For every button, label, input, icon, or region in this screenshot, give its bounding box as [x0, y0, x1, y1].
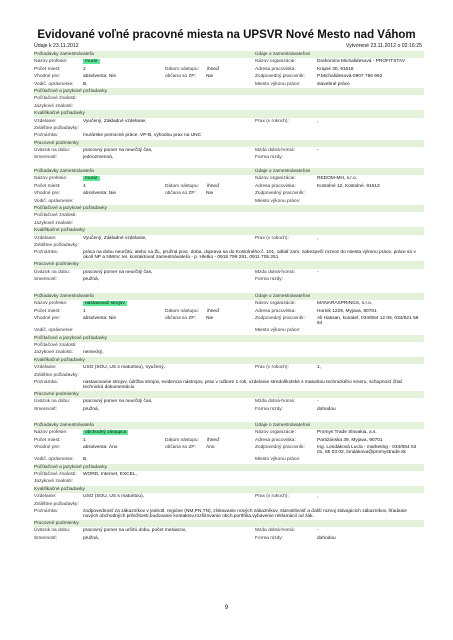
shift-value: pružná,: [83, 277, 99, 283]
section-conditions: [34, 261, 424, 268]
count-value: 1: [83, 308, 86, 314]
eu-label: občana so ZP:: [165, 74, 196, 80]
position-row: [34, 300, 424, 307]
shift-label: Smennosť:: [34, 535, 58, 541]
position-label: Názov profesie:: [34, 430, 68, 436]
education-row: [34, 235, 424, 242]
education-label: Vzdelanie:: [34, 118, 57, 124]
section-language-label: Počítačové a jazykové požiadavky: [34, 464, 108, 470]
address-label: Adresa pracoviska:: [255, 66, 296, 72]
language-label: Jazykové znalosti:: [34, 220, 73, 226]
position-name: murár: [85, 176, 98, 182]
eu-value: Nie: [206, 191, 214, 197]
document-title: Evidované voľné pracovné miesta na UPSVR Nové Mesto nad Váhom: [37, 29, 416, 41]
suitable-value: absolventa: Nie: [83, 191, 117, 197]
contract-row: [34, 398, 424, 405]
suitable-row: [34, 73, 424, 80]
suitable-row: [34, 315, 424, 327]
start-label: Dátum nástupu:: [165, 183, 199, 189]
address-label: Adresa pracoviska:: [255, 183, 296, 189]
note-value: murárske pomocné práce, VP-B, výhodou prax na UNC: [83, 133, 202, 139]
computer-label: Počítačové znalosti:: [34, 471, 77, 477]
shift-value: jednozmenná,: [83, 155, 114, 161]
address-value: Kostolné 12, Kostolné, 91613: [317, 183, 380, 189]
language-row: [34, 349, 424, 356]
page-number: 9: [224, 605, 229, 611]
start-value: ihneď: [207, 183, 220, 189]
responsible-label: Zodpovedný pracovník:: [255, 445, 305, 451]
payform-label: Forma mzdy:: [255, 406, 283, 412]
education-row: [34, 493, 424, 500]
count-label: Počet miest:: [34, 308, 61, 314]
special-label: Zvláštne požiadavky:: [34, 501, 79, 507]
responsible-value: Ing. Londáková Lucia - marketing - 034/654 03 01, 65 03 02, londakova@promystrade.sk: [317, 444, 417, 456]
note-label: Poznámka:: [34, 508, 58, 514]
data-date: Údaje k 23.11.2012: [34, 43, 79, 49]
count-label: Počet miest:: [34, 66, 61, 72]
start-label: Dátum nástupu:: [165, 308, 199, 314]
position-label: Názov profesie:: [34, 59, 68, 65]
special-row: [34, 125, 424, 132]
education-row: [34, 364, 424, 371]
eu-label: občana so ZP:: [165, 191, 196, 197]
note-value: práca na dobu neurčitú, alebo na ŽL, pružná prac. doba, doprava sa do Kostolného č. 101, odtiaľ zam. zabezpečí rozvoz do miesta výkonu práce, práce sú v okolí NP a NMnV, tel. kontaktovať zamestnávateľa - p. Hletko - 0918 799 291, 0911 705 251: [83, 249, 416, 261]
contract-row: [34, 269, 424, 276]
note-value: zodpovednosť za zákazníkov v jednotl. regióne (NM,PN,TN), získavanie nových zákazníkov, starostlivosť a ďalší rozvoj stávajúcich zákazníkov, hľadanie nových obchodných príležitostí,budovanie kontaktov,rozširovanie obch.portfólia,vybavenie reklamácií od zák.: [83, 508, 407, 519]
wage-value: -: [317, 399, 319, 405]
count-row: [34, 308, 424, 315]
section-conditions-label: Pracovné podmienky: [34, 391, 79, 397]
shift-row: [34, 276, 424, 283]
section-qualification: [34, 486, 424, 493]
section-language-label: Počítačové a jazykové požiadavky: [34, 205, 108, 211]
section-header: [34, 293, 424, 300]
job-listing: [34, 422, 424, 542]
language-label: Jazykové znalosti:: [34, 479, 73, 485]
practice-value: ,: [317, 235, 319, 241]
section-employer-info: Údaje o zamestnávateľovi: [255, 169, 311, 174]
special-row: [34, 242, 424, 249]
payform-value: dohodou: [317, 535, 336, 541]
organization-name: Promys Trade Slovakia, a.s.: [317, 430, 377, 436]
license-label: Vodič. oprávnenie:: [34, 328, 74, 334]
eu-label: občana so ZP:: [165, 316, 196, 322]
organization-name: REDOM-MH, s.r.o.: [317, 176, 357, 182]
address-value: Partizánska 39, Myjava, 90701: [317, 437, 383, 443]
license-value: B,: [83, 81, 88, 87]
suitable-row: [34, 444, 424, 456]
shift-label: Smennosť:: [34, 155, 58, 161]
education-label: Vzdelanie:: [34, 365, 57, 371]
suitable-label: Vhodné pre:: [34, 316, 61, 322]
contract-value: pracovný pomer na neurčitý čas,: [83, 148, 153, 154]
wage-value: -: [317, 269, 319, 275]
section-qualification-label: Kvalifikačné požiadavky: [34, 228, 85, 234]
license-label: Vodič. oprávnenie:: [34, 457, 74, 463]
suitable-label: Vhodné pre:: [34, 74, 61, 80]
section-language: [34, 335, 424, 342]
organization-name: MANARASPRINGS, s.r.o.: [317, 301, 373, 307]
start-label: Dátum nástupu:: [165, 66, 199, 72]
address-label: Adresa pracoviska:: [255, 308, 296, 314]
wage-label: Mzda dolná-horná:: [255, 399, 295, 405]
section-language: [34, 205, 424, 212]
position-label: Názov profesie:: [34, 301, 68, 307]
license-row: [34, 327, 424, 334]
computer-row: [34, 342, 424, 349]
note-row: [34, 508, 424, 520]
special-label: Zvláštne požiadavky:: [34, 242, 79, 248]
language-row: [34, 478, 424, 485]
eu-value: Áno: [206, 444, 215, 450]
section-language: [34, 464, 424, 471]
payform-value: dohodou: [317, 406, 336, 412]
eu-value: Nie: [206, 74, 214, 80]
section-employer-info: Údaje o zamestnávateľovi: [255, 52, 311, 57]
wage-value: -: [317, 148, 319, 154]
organization-label: Názov organizácie:: [255, 301, 296, 307]
education-label: Vzdelanie:: [34, 235, 57, 241]
computer-label: Počítačové znalosti:: [34, 96, 77, 102]
responsible-label: Zodpovedný pracovník:: [255, 191, 305, 197]
position-name: murár: [85, 59, 98, 65]
section-qualification: [34, 110, 424, 117]
eu-value: Nie: [206, 315, 214, 321]
note-label: Poznámka:: [34, 133, 58, 139]
section-conditions-label: Pracovné podmienky: [34, 520, 79, 526]
shift-value: pružná,: [83, 406, 99, 412]
suitable-label: Vhodné pre:: [34, 191, 61, 197]
responsible-label: Zodpovedný pracovník:: [255, 74, 305, 80]
start-label: Dátum nástupu:: [165, 437, 199, 443]
job-listing: [34, 293, 424, 413]
contract-value: pracovný pomer na určitú dobu, počet mesiacov,: [83, 528, 187, 534]
start-value: ihneď: [207, 308, 220, 314]
contract-label: Úväzok na dobu:: [34, 399, 71, 405]
shift-row: [34, 535, 424, 542]
address-value: Hornik 1229, Myjava, 90701: [317, 308, 377, 314]
education-value: USO (SOU, US s maturitou), Vyučený,: [83, 365, 165, 371]
section-header: [34, 168, 424, 175]
section-employer-info: Údaje o zamestnávateľovi: [255, 423, 311, 428]
organization-label: Názov organizácie:: [255, 59, 296, 65]
contract-row: [34, 527, 424, 534]
section-conditions: [34, 520, 424, 527]
section-employee-requirements: Požiadavky zamestnávateľa: [34, 52, 94, 57]
workplace-value: stavebné práce: [317, 81, 350, 87]
position-row: [34, 58, 424, 65]
count-row: [34, 437, 424, 444]
license-label: Vodič. oprávnenie:: [34, 81, 74, 87]
shift-row: [34, 406, 424, 413]
special-label: Zvláštne požiadavky:: [34, 125, 79, 131]
created-timestamp: Vytvorené 23.11.2012 o 02:16:25: [345, 43, 422, 49]
language-label: Jazykové znalosti:: [34, 350, 73, 356]
section-employee-requirements: Požiadavky zamestnávateľa: [34, 423, 94, 428]
section-qualification-label: Kvalifikačné požiadavky: [34, 357, 85, 363]
section-employer-info: Údaje o zamestnávateľovi: [255, 294, 311, 299]
section-qualification-label: Kvalifikačné požiadavky: [34, 486, 85, 492]
position-name: obchodný zástupca: [85, 430, 127, 436]
start-value: ihneď: [207, 437, 220, 443]
note-value: nastavovanie strojov, údržba strojov, evidencia nástrojov, prax v odbore 1 rok, vzdelanie stredoškolské s maturitou technického smeru, schopnosť čítať technickú dokumentáciu: [83, 379, 403, 390]
education-value: Vyučený, Základné vzdelanie,: [83, 118, 147, 124]
section-qualification-label: Kvalifikačné požiadavky: [34, 111, 85, 117]
license-label: Vodič. oprávnenie:: [34, 198, 74, 204]
wage-value: -: [317, 528, 319, 534]
note-row: [34, 249, 424, 261]
language-row: [34, 103, 424, 110]
note-row: [34, 379, 424, 391]
computer-value: WORD, Internet, EXCEL,: [83, 471, 137, 477]
note-label: Poznámka:: [34, 379, 58, 385]
practice-value: ,: [317, 118, 319, 124]
computer-row: [34, 95, 424, 102]
contract-label: Úväzok na dobu:: [34, 148, 71, 154]
section-conditions: [34, 140, 424, 147]
workplace-label: Miesto výkonu práce:: [255, 198, 301, 204]
computer-row: [34, 212, 424, 219]
position-label: Názov profesie:: [34, 176, 68, 182]
contract-label: Úväzok na dobu:: [34, 528, 71, 534]
address-label: Adresa pracoviska:: [255, 437, 296, 443]
count-value: 4: [83, 183, 86, 189]
wage-label: Mzda dolná-horná:: [255, 148, 295, 154]
job-listing: [34, 168, 424, 283]
section-language: [34, 88, 424, 95]
count-row: [34, 66, 424, 73]
language-row: [34, 220, 424, 227]
start-value: ihneď: [207, 66, 220, 72]
section-conditions-label: Pracovné podmienky: [34, 140, 79, 146]
language-label: Jazykové znalosti:: [34, 103, 73, 109]
computer-label: Počítačové znalosti:: [34, 342, 77, 348]
special-label: Zvláštne požiadavky:: [34, 372, 79, 378]
workplace-label: Miesto výkonu práce:: [255, 328, 301, 334]
license-row: [34, 81, 424, 88]
payform-label: Forma mzdy:: [255, 277, 283, 283]
suitable-value: absolventa: Áno: [83, 444, 118, 450]
practice-value: 1,: [317, 365, 322, 371]
workplace-label: Miesto výkonu práce:: [255, 81, 301, 87]
license-row: [34, 456, 424, 463]
practice-value: ,: [317, 494, 319, 500]
section-header: [34, 51, 424, 58]
suitable-label: Vhodné pre:: [34, 445, 61, 451]
address-value: Krajné 30, 91616: [317, 66, 354, 72]
organization-label: Názov organizácie:: [255, 176, 296, 182]
count-label: Počet miest:: [34, 183, 61, 189]
section-header: [34, 422, 424, 429]
education-label: Vzdelanie:: [34, 494, 57, 500]
position-row: [34, 175, 424, 182]
computer-row: [34, 471, 424, 478]
wage-label: Mzda dolná-horná:: [255, 269, 295, 275]
eu-label: občana so ZP:: [165, 445, 196, 451]
workplace-label: Miesto výkonu práce:: [255, 457, 301, 463]
section-employee-requirements: Požiadavky zamestnávateľa: [34, 169, 94, 174]
practice-label: Prax (v rokoch):: [255, 118, 289, 124]
shift-label: Smennosť:: [34, 406, 58, 412]
contract-value: pracovný pomer na neurčitý čas,: [83, 269, 153, 275]
special-row: [34, 501, 424, 508]
computer-label: Počítačové znalosti:: [34, 213, 77, 219]
suitable-row: [34, 190, 424, 197]
count-row: [34, 183, 424, 190]
shift-value: pružná,: [83, 535, 99, 541]
section-qualification: [34, 227, 424, 234]
section-conditions-label: Pracovné podmienky: [34, 262, 79, 268]
count-value: 2: [83, 66, 86, 72]
practice-label: Prax (v rokoch):: [255, 494, 289, 500]
payform-label: Forma mzdy:: [255, 535, 283, 541]
payform-label: Forma mzdy:: [255, 155, 283, 161]
note-row: [34, 132, 424, 139]
section-language-label: Počítačové a jazykové požiadavky: [34, 88, 108, 94]
license-row: [34, 198, 424, 205]
count-label: Počet miest:: [34, 437, 61, 443]
position-row: [34, 429, 424, 436]
section-language-label: Počítačové a jazykové požiadavky: [34, 335, 108, 341]
contract-label: Úväzok na dobu:: [34, 269, 71, 275]
count-value: 1: [83, 437, 86, 443]
education-value: USO (SOU, US s maturitou),: [83, 494, 145, 500]
section-conditions: [34, 391, 424, 398]
responsible-value: P.Michalidesová-0907 756 992: [317, 74, 383, 80]
suitable-value: absolventa: Nie: [83, 74, 117, 80]
responsible-label: Zodpovedný pracovník:: [255, 316, 305, 322]
section-qualification: [34, 357, 424, 364]
education-value: Vyučený, Základné vzdelanie,: [83, 235, 147, 241]
shift-label: Smennosť:: [34, 277, 58, 283]
language-value: nemecký,: [83, 350, 104, 356]
responsible-value: Ali Hassan, konateľ, 034/654 12 05, 034/621 59 64: [317, 315, 419, 327]
job-listing: [34, 51, 424, 162]
organization-name: Drahomíra Michalidesová - PROFITSTAV: [317, 59, 406, 65]
shift-row: [34, 154, 424, 161]
wage-label: Mzda dolná-horná:: [255, 528, 295, 534]
note-label: Poznámka:: [34, 250, 58, 256]
practice-label: Prax (v rokoch):: [255, 365, 289, 371]
contract-value: pracovný pomer na neurčitý čas,: [83, 399, 153, 405]
education-row: [34, 118, 424, 125]
special-row: [34, 372, 424, 379]
license-value: B,: [83, 457, 88, 463]
section-employee-requirements: Požiadavky zamestnávateľa: [34, 294, 94, 299]
contract-row: [34, 147, 424, 154]
practice-label: Prax (v rokoch):: [255, 235, 289, 241]
position-name: nastavovač strojov: [85, 301, 125, 307]
suitable-value: absolventa: Nie: [83, 315, 117, 321]
organization-label: Názov organizácie:: [255, 430, 296, 436]
